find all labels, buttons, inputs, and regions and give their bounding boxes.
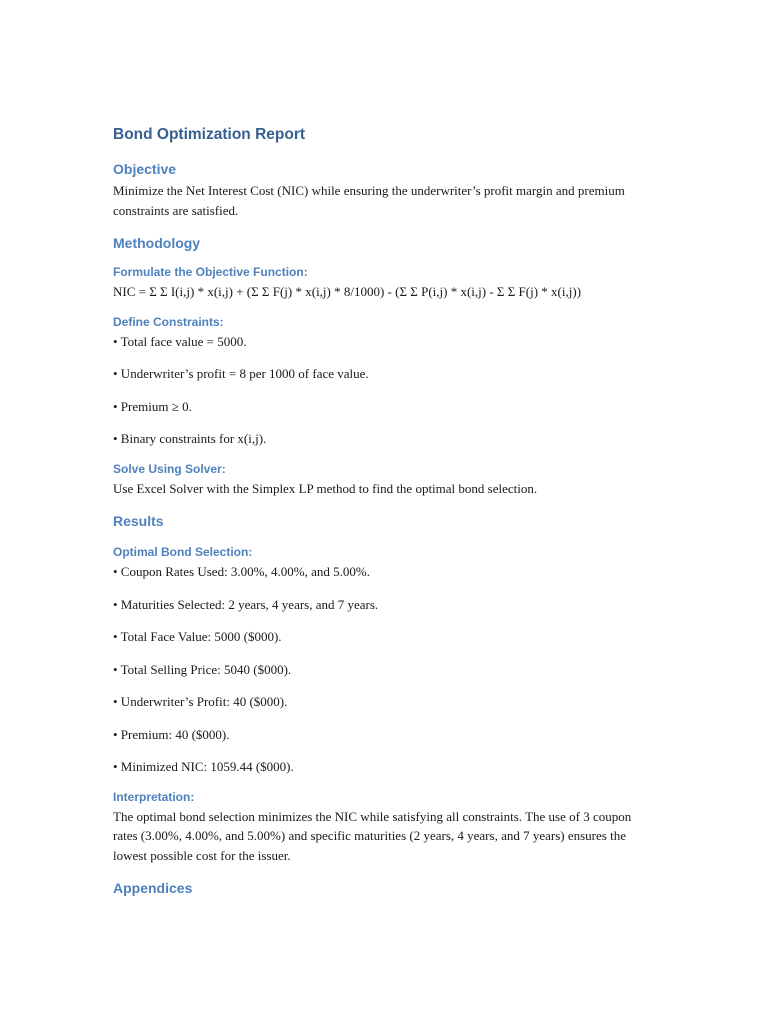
result-item: • Minimized NIC: 1059.44 ($000). [113,759,294,774]
objective-function-formula: NIC = Σ Σ I(i,j) * x(i,j) + (Σ Σ F(j) * x(i,j) * 8/1000) - (Σ Σ P(i,j) * x(i,j) - Σ Σ F(j) * x(i,j)) [113,284,582,299]
constraint-item: • Underwriter’s profit = 8 per 1000 of face value. [113,366,369,381]
constraint-item: • Premium ≥ 0. [113,398,192,414]
formulate-heading: Formulate the Objective Function: [113,265,308,279]
constraint-item: • Binary constraints for x(i,j). [113,431,267,446]
objective-text: Minimize the Net Interest Cost (NIC) while ensuring the underwriter’s profit margin and premium constraints are satisfied. [113,183,625,218]
result-item: • Total Face Value: 5000 ($000). [113,629,282,644]
constraint-item: • Total face value = 5000. [113,333,247,349]
interpretation-text: The optimal bond selection minimizes the NIC while satisfying all constraints. The use of 3 coupon rates (3.00%, 4.00%, and 5.00%) and specific maturities (2 years, 4 years, and 7 years) ensures the lowest possible cost for the issuer. [113,808,632,863]
interpretation-heading: Interpretation: [113,789,195,804]
solver-heading: Solve Using Solver: [113,461,226,476]
result-item: • Total Selling Price: 5040 ($000). [113,661,292,677]
result-item: • Maturities Selected: 2 years, 4 years, and 7 years. [113,596,379,612]
appendices-heading: Appendices [113,880,193,896]
result-item: • Underwriter’s Profit: 40 ($000). [113,694,288,709]
report-title: Bond Optimization Report [113,126,306,143]
results-heading: Results [113,513,164,529]
bond-selection-heading: Optimal Bond Selection: [113,545,253,559]
result-item: • Premium: 40 ($000). [113,726,230,742]
document-content [113,124,653,900]
constraints-heading: Define Constraints: [113,314,224,329]
objective-heading: Objective [113,161,177,177]
methodology-heading: Methodology [113,235,201,251]
solver-text: Use Excel Solver with the Simplex LP method to find the optimal bond selection. [113,480,538,496]
result-item: • Coupon Rates Used: 3.00%, 4.00%, and 5.00%. [113,564,370,579]
